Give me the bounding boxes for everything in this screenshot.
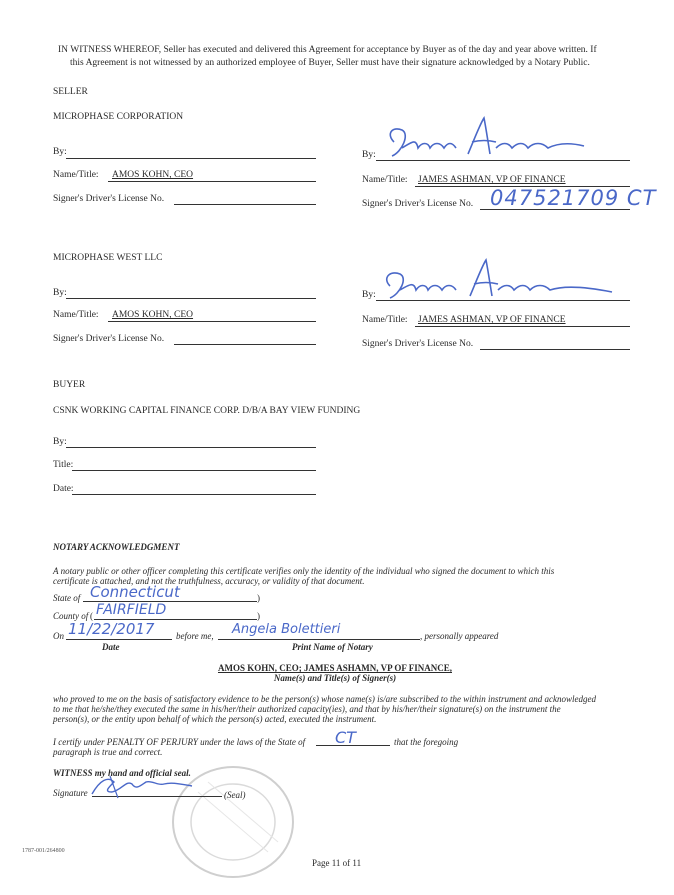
notary-disclaimer-line1: A notary public or other officer completing this certificate verifies only the identity of the individual who signed the document to which this (53, 566, 555, 576)
company2-left-name-title-value: AMOS KOHN, CEO (112, 310, 194, 320)
company2-right-signature-image (372, 256, 622, 306)
notary-personally-appeared: , personally appeared (420, 631, 499, 641)
company2-left-name-title-line (108, 321, 316, 322)
company1-left-license-line (174, 204, 316, 205)
notary-date-value: 11/22/2017 (68, 620, 155, 638)
witness-paragraph-line2: this Agreement is not witnessed by an authorized employee of Buyer, Seller must have their signature acknowledged by a Notary Public. (70, 58, 590, 68)
notary-signature-image (88, 772, 198, 802)
company1-left-name-title-line (108, 181, 316, 182)
company2-left-by-label: By: (53, 288, 67, 298)
witness-paragraph-line1: IN WITNESS WHEREOF, Seller has executed and delivered this Agreement for acceptance by Buyer as of the day and year above written. If (58, 45, 597, 55)
footer-page-number: Page 11 of 11 (312, 858, 362, 868)
buyer-by-label: By: (53, 437, 67, 447)
notary-proof-line1: who proved to me on the basis of satisfactory evidence to be the person(s) whose name(s) is/are subscribed to the within instrument and acknowledged (53, 694, 597, 704)
notary-perjury-prefix: I certify under PENALTY OF PERJURY under the laws of the State of (53, 737, 306, 747)
company1-left-name-title-label: Name/Title: (53, 170, 99, 180)
buyer-heading: BUYER (53, 380, 86, 390)
company1-right-by-label: By: (362, 150, 376, 160)
footer-doc-code: 1787-001/264800 (22, 848, 65, 854)
notary-witness-line: WITNESS my hand and official seal. (53, 768, 191, 778)
company1-left-name-title-value: AMOS KOHN, CEO (112, 170, 194, 180)
company2-right-by-label: By: (362, 290, 376, 300)
notary-signature-label: Signature (53, 788, 88, 798)
notary-proof-line3: person(s), or the entity upon behalf of which the person(s) acted, executed the instrument. (53, 714, 377, 724)
company1-right-name-title-value: JAMES ASHMAN, VP OF FINANCE (418, 175, 566, 185)
notary-seal-label: (Seal) (224, 790, 246, 800)
notary-county-open-paren: ( (90, 611, 93, 621)
buyer-company: CSNK WORKING CAPITAL FINANCE CORP. D/B/A BAY VIEW FUNDING (53, 406, 361, 416)
notary-perjury-line2: paragraph is true and correct. (53, 747, 163, 757)
company2-right-name-title-label: Name/Title: (362, 315, 408, 325)
buyer-date-label: Date: (53, 484, 74, 494)
notary-heading: NOTARY ACKNOWLEDGMENT (53, 542, 180, 552)
buyer-title-label: Title: (53, 460, 74, 470)
company2-left-license-line (174, 344, 316, 345)
company1-left-by-label: By: (53, 147, 67, 157)
company2-right-license-label: Signer's Driver's License No. (362, 339, 474, 349)
buyer-date-line (72, 494, 316, 495)
company1-left-license-label: Signer's Driver's License No. (53, 194, 165, 204)
company1-right-license-label: Signer's Driver's License No. (362, 199, 474, 209)
notary-state-label: State of (53, 593, 81, 603)
company1-left-by-line (66, 158, 316, 159)
notary-name-line (218, 639, 420, 640)
company2-left-license-label: Signer's Driver's License No. (53, 334, 165, 344)
company2-left-name-title-label: Name/Title: (53, 310, 99, 320)
notary-before-me-label: before me, (176, 631, 214, 641)
notary-county-label: County of (53, 611, 89, 621)
notary-on-label: On (53, 631, 64, 641)
seller-company2-name: MICROPHASE WEST LLC (53, 253, 163, 263)
company2-left-by-line (66, 298, 316, 299)
buyer-title-line (72, 470, 316, 471)
notary-signers-caption: Name(s) and Title(s) of Signer(s) (273, 673, 397, 683)
company2-right-name-title-value: JAMES ASHMAN, VP OF FINANCE (418, 315, 566, 325)
buyer-by-line (66, 447, 316, 448)
notary-date-caption: Date (102, 642, 120, 652)
company1-right-license-value: 047521709 CT (490, 186, 657, 210)
notary-county-value: FAIRFIELD (96, 602, 167, 618)
notary-print-name-caption: Print Name of Notary (292, 642, 373, 652)
notary-state-paren: ) (257, 593, 260, 603)
notary-name-value: Angela Bolettieri (232, 622, 341, 637)
notary-perjury-state-value: CT (335, 728, 356, 747)
notary-date-line (66, 639, 172, 640)
company1-right-signature-image (372, 112, 612, 168)
company2-right-name-title-line (415, 326, 630, 327)
notary-proof-line2: to me that he/she/they executed the same in his/her/their authorized capacity(ies), and that by his/her/their signature(s) on the instrument the (53, 704, 561, 714)
seller-company1-name: MICROPHASE CORPORATION (53, 112, 184, 122)
notary-disclaimer-line2: certificate is attached, and not the truthfulness, accuracy, or validity of that document. (53, 576, 365, 586)
notary-signers-value: AMOS KOHN, CEO; JAMES ASHAMN, VP OF FINANCE, (217, 663, 452, 673)
company1-right-name-title-label: Name/Title: (362, 175, 408, 185)
company2-right-license-line (480, 349, 630, 350)
seller-heading: SELLER (53, 87, 88, 97)
notary-perjury-suffix: that the foregoing (394, 737, 459, 747)
notary-state-value: Connecticut (90, 583, 180, 601)
notary-county-paren: ) (257, 611, 260, 621)
